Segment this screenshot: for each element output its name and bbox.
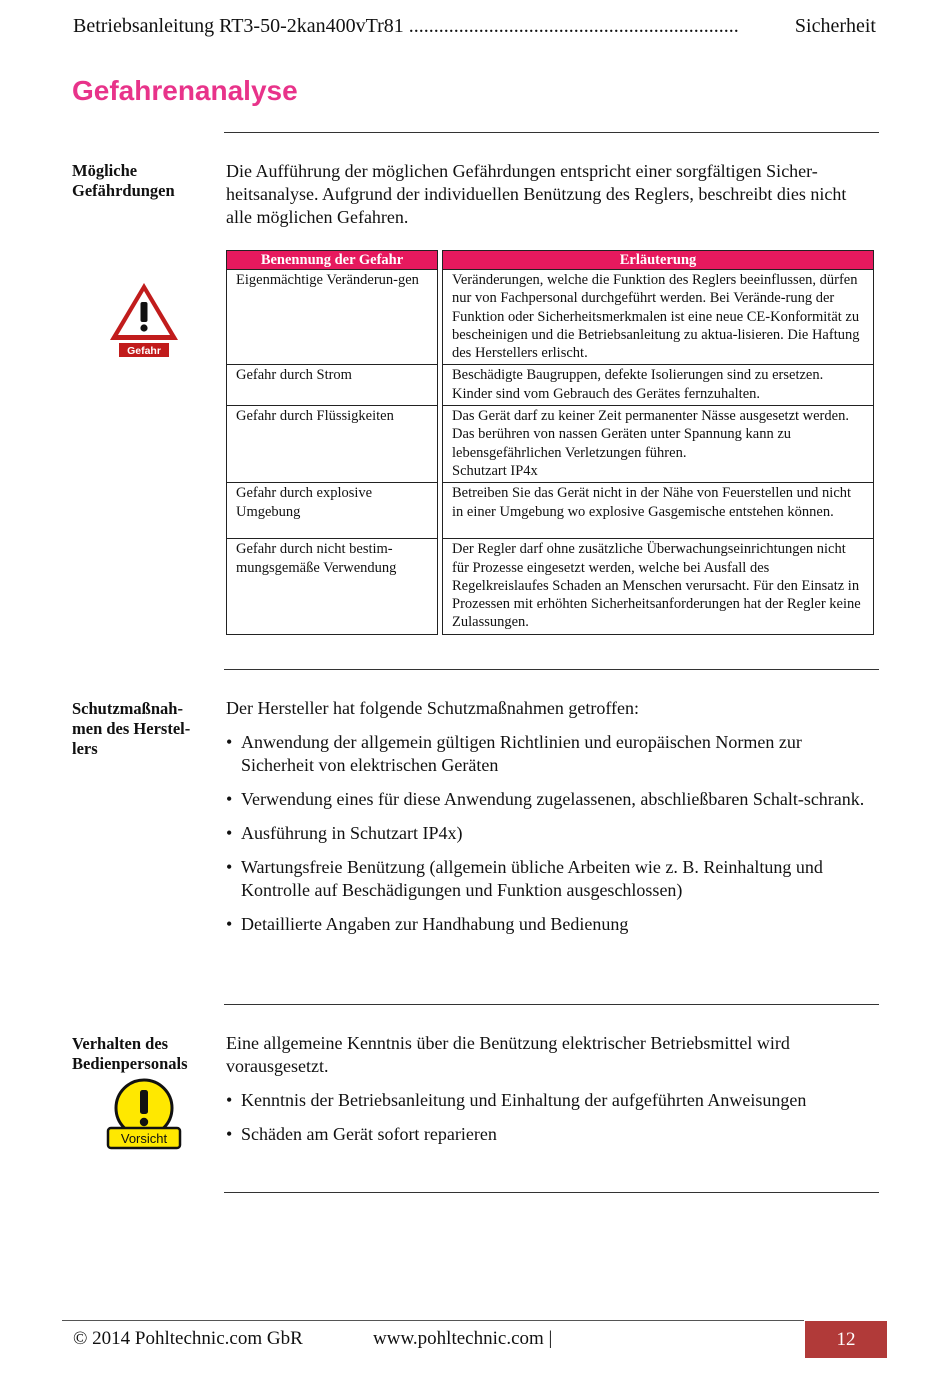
operator-behaviour-list — [226, 1089, 876, 1157]
section-divider — [224, 1192, 879, 1193]
danger-warning-icon — [108, 280, 180, 360]
list-item: • Verwendung eines für diese Anwendung zugelassenen, abschließbaren Schalt-schrank. — [226, 789, 865, 809]
list-item: • Anwendung der allgemein gültigen Richtlinien und europäischen Normen zur Sicherheit von elektrischen Geräten — [226, 732, 802, 775]
header-section-name: Sicherheit — [794, 15, 876, 37]
hazard-name: Gefahr durch nicht bestim-mungsgemäße Verwendung — [227, 539, 438, 634]
table-row — [227, 539, 874, 634]
hazard-name: Gefahr durch Strom — [227, 365, 438, 406]
hazard-explanation: Beschädigte Baugruppen, defekte Isolierungen sind zu ersetzen. Kinder sind vom Gebrauch des Gerätes fernzuhalten. — [443, 365, 874, 406]
hazard-explanation: Der Regler darf ohne zusätzliche Überwachungseinrichtungen nicht für Prozesse eingesetzt werden, welche bei Ausfall des Regelkreislaufes Schaden an Menschen verursacht. Für den Einsatz in Prozessen mit erhöhten Sicherheitsanforderungen hat der Regler keine Zulassungen. — [443, 539, 874, 634]
list-item: • Schäden am Gerät sofort reparieren — [226, 1124, 497, 1144]
hazard-explanation: Betreiben Sie das Gerät nicht in der Nähe von Feuerstellen und nicht in einer Umgebung wo explosive Gasgemische entstehen können. — [443, 483, 874, 539]
section-divider — [224, 1004, 879, 1005]
table-row — [227, 365, 874, 406]
header-document-title: Betriebsanleitung RT3-50-2kan400vTr81 .................................................................. — [73, 15, 739, 37]
section-divider — [224, 132, 879, 133]
section-label-schutzmassnahmen: Schutzmaßnah- men des Herstel- lers — [72, 699, 191, 758]
caution-warning-icon — [106, 1078, 182, 1150]
list-item: • Kenntnis der Betriebsanleitung und Einhaltung der aufgeführten Anweisungen — [226, 1090, 807, 1110]
footer-copyright: © 2014 Pohltechnic.com GbR — [73, 1328, 303, 1349]
page-number: 12 — [805, 1321, 887, 1358]
column-header-name: Benennung der Gefahr — [227, 251, 438, 270]
table-row — [227, 406, 874, 483]
section2-intro: Der Hersteller hat folgende Schutzmaßnahmen getroffen: — [226, 698, 640, 718]
section-divider — [224, 669, 879, 670]
protection-measures-list — [226, 731, 876, 947]
hazard-protection-class: Schutzart IP4x — [452, 462, 538, 479]
danger-icon-label: Gefahr — [127, 345, 161, 357]
list-item: • Wartungsfreie Benützung (allgemein übliche Arbeiten wie z. B. Reinhaltung und Kontrolle auf Beschädigungen und Funktion ausgeschlossen) — [226, 857, 823, 900]
footer-divider — [62, 1320, 804, 1321]
table-row — [227, 483, 874, 539]
footer-website-link[interactable]: www.pohltechnic.com | — [373, 1328, 553, 1349]
page-title: Gefahrenanalyse — [72, 75, 298, 106]
hazard-table — [226, 250, 874, 635]
hazard-name: Gefahr durch explosive Umgebung — [227, 483, 438, 539]
section-label-gefaehrdungen: Mögliche Gefährdungen — [72, 161, 175, 200]
list-item: • Ausführung in Schutzart IP4x) — [226, 823, 463, 843]
hazard-explanation: Veränderungen, welche die Funktion des Reglers beeinflussen, dürfen nur von Fachpersonal durchgeführt werden. Bei Verände-rung der Funktion oder Sicherheitsmerkmalen ist eine neue CE-Konformität zu bescheinigen und die Betriebsanleitung zu aktua-lisieren. Die Haftung des Herstellers erlischt. — [443, 270, 874, 365]
table-row — [227, 270, 874, 365]
hazard-name: Eigenmächtige Veränderun-gen — [227, 270, 438, 365]
hazard-explanation: Das Gerät darf zu keiner Zeit permanenter Nässe ausgesetzt werden. Das berühren von nassen Geräten unter Spannung kann zu lebensgefährlichen Verletzungen führen. Schutzart IP4x — [443, 406, 874, 483]
list-item: • Detaillierte Angaben zur Handhabung und Bedienung — [226, 914, 629, 934]
caution-icon-label: Vorsicht — [120, 1131, 168, 1146]
column-header-explanation: Erläuterung — [443, 251, 874, 270]
section3-intro: Eine allgemeine Kenntnis über die Benützung elektrischer Betriebsmittel wird vorausgesetzt. — [226, 1033, 790, 1076]
table-header-row — [227, 251, 874, 270]
section1-intro: Die Aufführung der möglichen Gefährdungen entspricht einer sorgfältigen Sicher-heitsanalyse. Aufgrund der individuellen Benützung des Reglers, beschreibt dies nicht alle möglichen Gefahren. — [226, 161, 847, 227]
section-label-bedienpersonal: Verhalten des Bedienpersonals — [72, 1034, 188, 1073]
hazard-name: Gefahr durch Flüssigkeiten — [227, 406, 438, 483]
